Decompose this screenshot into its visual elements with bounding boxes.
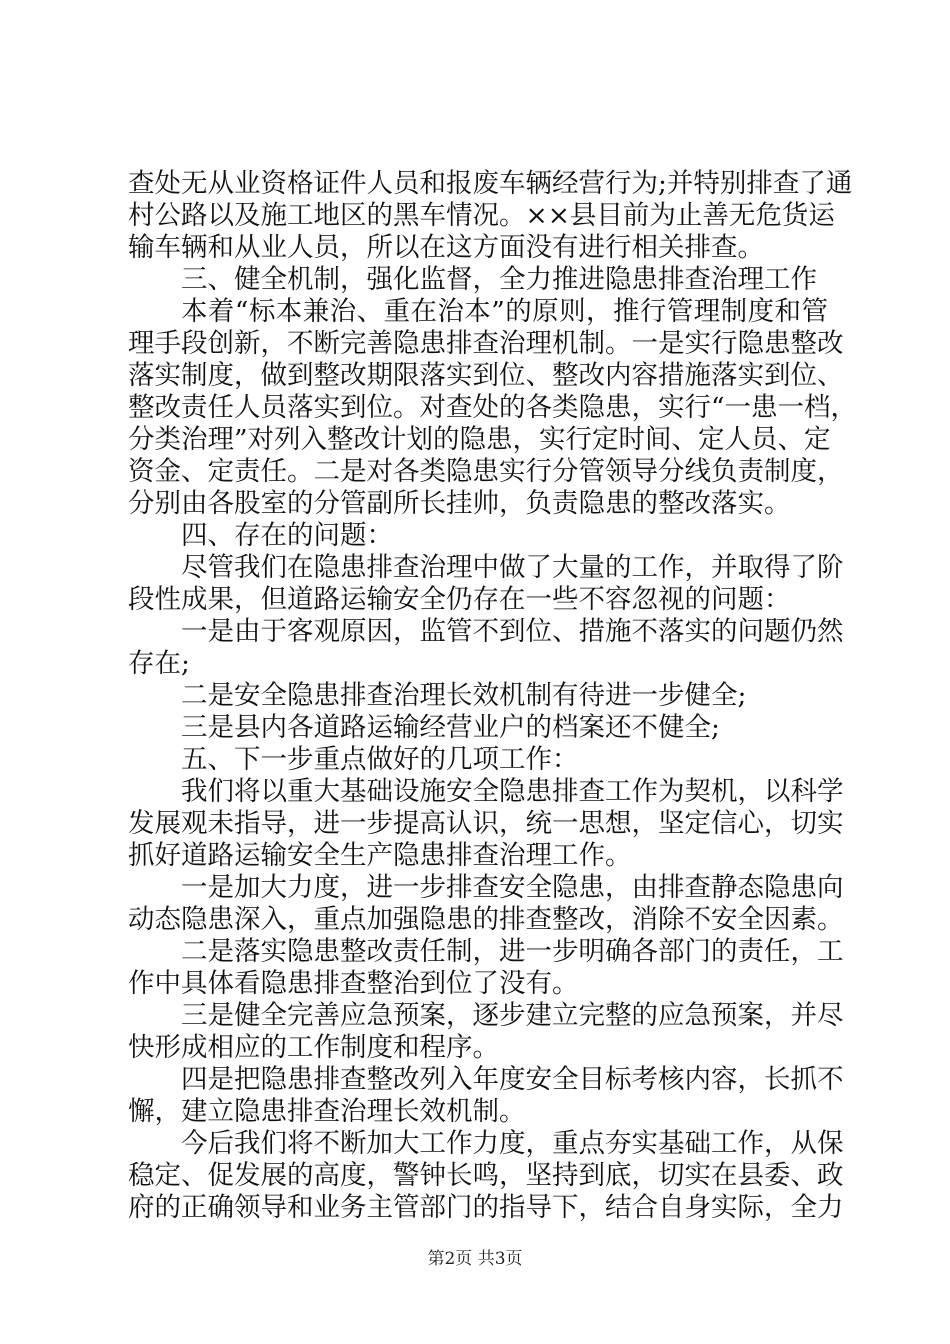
text-line: 输车辆和从业人员，所以在这方面没有进行相关排查。 [128,232,764,263]
text-line: 稳定、促发展的高度，警钟长鸣，坚持到底，切实在县委、政 [128,1160,844,1191]
text-line: 二是落实隐患整改责任制，进一步明确各部门的责任，工 [181,936,844,967]
text-line: 四、存在的问题： [181,520,393,551]
text-line: 村公路以及施工地区的黑车情况。××县目前为止善无危货运 [128,200,835,231]
page-footer: 第2页 共3页 [427,1249,523,1269]
text-line: 一是由于客观原因，监管不到位、措施不落实的问题仍然 [181,616,844,647]
text-line: 府的正确领导和业务主管部门的指导下，结合自身实际，全力 [128,1192,844,1223]
text-line: 整改责任人员落实到位。对查处的各类隐患，实行“一患一档， [128,392,858,423]
text-line: 一是加大力度，进一步排查安全隐患，由排查静态隐患向 [181,872,844,903]
text-line: 段性成果，但道路运输安全仍存在一些不容忽视的问题： [128,584,791,615]
text-line: 五、下一步重点做好的几项工作： [181,744,579,775]
text-line: 查处无从业资格证件人员和报废车辆经营行为;并特别排查了通 [128,168,853,199]
text-line: 作中具体看隐患排查整治到位了没有。 [128,968,579,999]
text-line: 快形成相应的工作制度和程序。 [128,1032,499,1063]
text-line: 理手段创新，不断完善隐患排查治理机制。一是实行隐患整改 [128,328,844,359]
text-line: 三、健全机制，强化监督，全力推进隐患排查治理工作 [181,264,817,295]
text-line: 三是健全完善应急预案，逐步建立完整的应急预案，并尽 [181,1000,844,1031]
text-line: 我们将以重大基础设施安全隐患排查工作为契机，以科学 [181,776,844,807]
text-line: 动态隐患深入，重点加强隐患的排查整改，消除不安全因素。 [128,904,844,935]
text-line: 四是把隐患排查整改列入年度安全目标考核内容，长抓不 [181,1064,844,1095]
text-line: 分类治理”对列入整改计划的隐患，实行定时间、定人员、定 [128,424,831,455]
text-line: 本着“标本兼治、重在治本”的原则，推行管理制度和管 [181,296,828,327]
text-line: 尽管我们在隐患排查治理中做了大量的工作，并取得了阶 [181,552,844,583]
text-line: 发展观未指导，进一步提高认识，统一思想，坚定信心，切实 [128,808,844,839]
text-line: 二是安全隐患排查治理长效机制有待进一步健全; [181,680,747,711]
text-line: 分别由各股室的分管副所长挂帅，负责隐患的整改落实。 [128,488,791,519]
document-body [128,168,858,1224]
text-line: 落实制度，做到整改期限落实到位、整改内容措施落实到位、 [128,360,844,391]
text-line: 三是县内各道路运输经营业户的档案还不健全; [181,712,720,743]
text-line: 抓好道路运输安全生产隐患排查治理工作。 [128,840,632,871]
text-line: 存在; [128,648,190,679]
text-line: 懈，建立隐患排查治理长效机制。 [128,1096,526,1127]
text-line: 今后我们将不断加大工作力度，重点夯实基础工作，从保 [181,1128,844,1159]
text-line: 资金、定责任。二是对各类隐患实行分管领导分线负责制度， [128,456,844,487]
